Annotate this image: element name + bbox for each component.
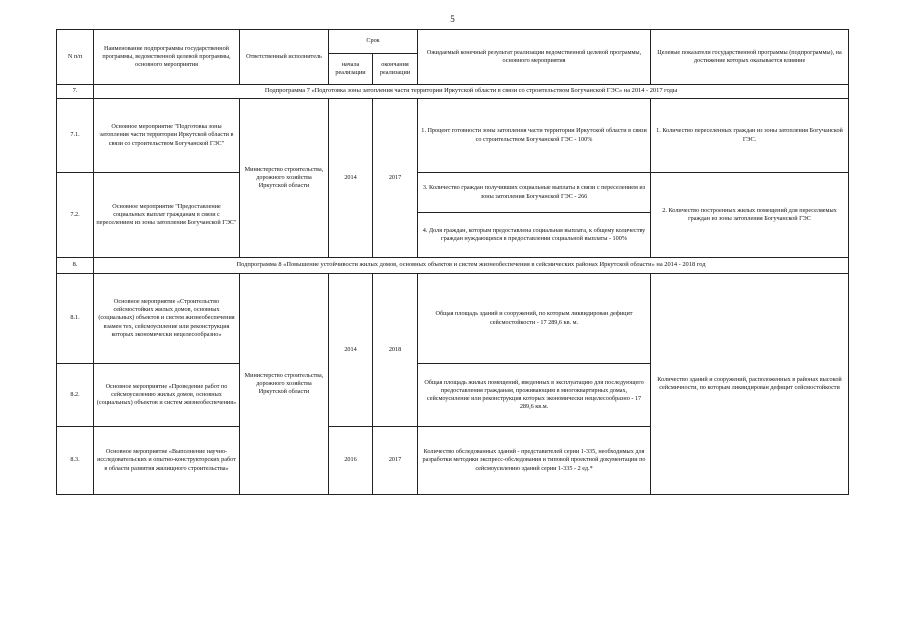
block-8-responsible: Министерство строительства, дорожного хозяйства Иркутской области [240,274,329,495]
row-7-1 [57,99,849,173]
page-number: 5 [450,14,455,24]
row-8-3-name: Основное мероприятие «Выполнение научно-исследовательских и опытно-конструкторских работ в области развития жилищного строительства» [94,427,240,495]
header-result: Ожидаемый конечный результат реализации ведомственной целевой программы, основного мероприятия [418,30,651,85]
row-8-3-end: 2017 [373,427,418,495]
block-7-end: 2017 [373,99,418,258]
header-start: начала реализации [329,54,373,85]
row-7-1-indicator: 1. Количество переселенных граждан из зоны затопления Богучанской ГЭС. [651,99,849,173]
row-8-2-name: Основное мероприятие «Проведение работ по сейсмоусилению жилых домов, основных (социальных) объектов и систем жизнеобеспечения» [94,364,240,427]
row-7-2-name: Основное мероприятие "Предоставление социальных выплат гражданам в связи с переселением из зоны затопления Богучанской ГЭС" [94,173,240,258]
row-7-2-indicator: 2. Количество построенных жилых помещений для переселяемых граждан из зоны затопления Богучанской ГЭС [651,173,849,258]
row-8-2-result: Общая площадь жилых помещений, введенных в эксплуатацию для последующего предоставления гражданам, проживающим в многоквартирных домах, сейсмоусиление или реконструкция которых экономически нецелесообразно - 17 289,6 кв.м. [418,364,651,427]
block-7-start: 2014 [329,99,373,258]
block-8-indicator: Количество зданий и сооружений, расположенных в районах высокой сейсмичности, по которым ликвидирован дефицит сейсмостойкости [651,274,849,495]
header-end: окончания реализации [373,54,418,85]
row-8-1-num: 8.1. [57,274,94,364]
section-7-num: 7. [57,85,94,99]
header-term: Срок [329,30,418,54]
row-7-1-result: 1. Процент готовности зоны затопления части территории Иркутской области в связи со строительством Богучанской ГЭС - 100% [418,99,651,173]
section-8-row [57,258,849,274]
row-8-1-name: Основное мероприятие «Строительство сейсмостойких жилых домов, основных (социальных) объектов и систем жизнеобеспечения взамен тех, сейсмоусиление или реконструкция которых экономически нецелесообразно» [94,274,240,364]
program-table [56,29,849,495]
row-7-1-name: Основное мероприятие "Подготовка зоны затопления части территории Иркутской области в связи со строительством Богучанской ГЭС" [94,99,240,173]
block-8-start: 2014 [329,274,373,427]
row-8-3-start: 2016 [329,427,373,495]
row-7-2 [57,173,849,213]
row-8-2-num: 8.2. [57,364,94,427]
row-7-1-num: 7.1. [57,99,94,173]
block-7-responsible: Министерство строительства, дорожного хозяйства Иркутской области [240,99,329,258]
section-7-row [57,85,849,99]
section-7-title: Подпрограмма 7 «Подготовка зоны затопления части территории Иркутской области в связи со строительством Богучанской ГЭС» на 2014 - 2017 годы [94,85,849,99]
row-8-1-result: Общая площадь зданий и сооружений, по которым ликвидирован дефицит сейсмостойкости - 17 289,6 кв. м. [418,274,651,364]
header-responsible: Ответственный исполнитель [240,30,329,85]
row-8-1 [57,274,849,364]
row-7-2-num: 7.2. [57,173,94,258]
section-8-num: 8. [57,258,94,274]
row-7-2-result-2: 4. Доля граждан, которым предоставлена социальная выплата, к общему количеству граждан нуждающихся в предоставлении социальной выплаты - 100% [418,213,651,258]
row-8-3-num: 8.3. [57,427,94,495]
header-num: N п/п [57,30,94,85]
header-name: Наименование подпрограммы государственной программы, ведомственной целевой программы, основного мероприятия [94,30,240,85]
section-8-title: Подпрограмма 8 «Повышение устойчивости жилых домов, основных объектов и систем жизнеобеспечения в сейсмических районах Иркутской области» на 2014 - 2018 год [94,258,849,274]
block-8-end: 2018 [373,274,418,427]
row-7-2-result-1: 3. Количество граждан получивших социальные выплаты в связи с переселением из зоны затопления Богучанской ГЭС - 266 [418,173,651,213]
header-indicators: Целевые показатели государственной программы (подпрограммы), на достижение которых оказывается влияние [651,30,849,85]
row-8-3-result: Количество обследованных зданий - представителей серии 1-335, необходимых для разработки методики экспресс-обследования и типовой проектной документации по сейсмоусилению зданий серии 1-335 - 2 ед.* [418,427,651,495]
header-row-1 [57,30,849,54]
